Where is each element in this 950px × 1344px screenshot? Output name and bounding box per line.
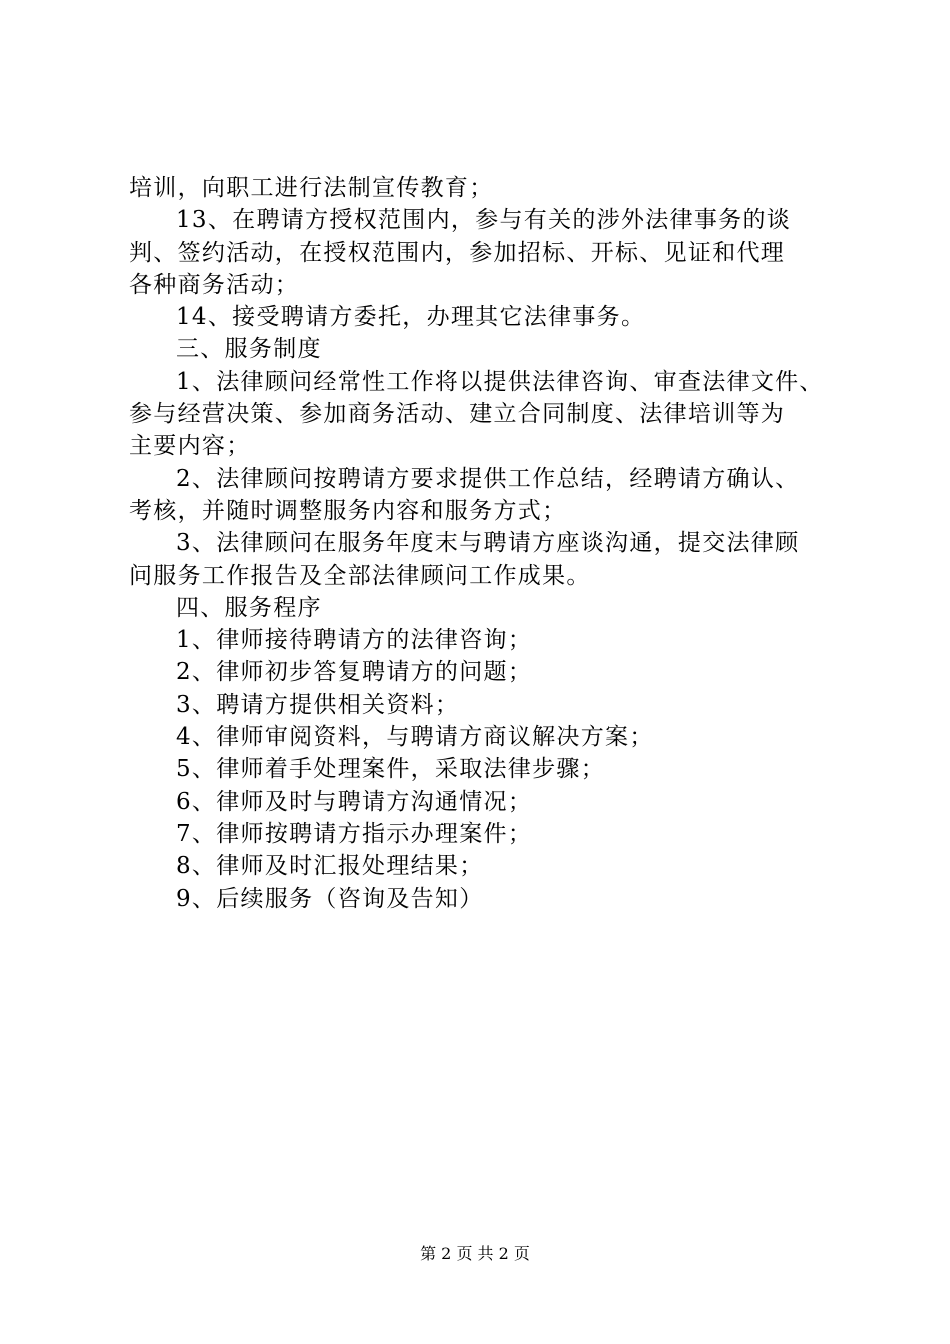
text-line-1: 培训，向职工进行法制宣传教育； [129,175,494,201]
section-heading-3: 三、服务制度 [176,336,322,363]
document-body [129,172,841,915]
text-line-2: 13、在聘请方授权范围内，参与有关的涉外法律事务的谈 [176,207,792,234]
list-item: 4、律师审阅资料，与聘请方商议解决方案； [176,724,654,751]
page-number-footer: 第 2 页 共 2 页 [420,1244,530,1263]
text-line-8: 参与经营决策、参加商务活动、建立合同制度、法律培训等为 [129,401,786,428]
list-item: 8、律师及时汇报处理结果； [176,853,484,880]
text-line-4: 各种商务活动； [129,271,300,298]
text-line-12: 3、法律顾问在服务年度末与聘请方座谈沟通，提交法律顾 [176,530,800,557]
text-line-10: 2、法律顾问按聘请方要求提供工作总结，经聘请方确认、 [176,465,800,492]
list-item: 2、律师初步答复聘请方的问题； [176,659,533,686]
list-item: 9、后续服务（咨询及告知） [176,885,484,912]
text-line-3: 判、签约活动，在授权范围内，参加招标、开标、见证和代理 [129,239,786,266]
text-line-5: 14、接受聘请方委托，办理其它法律事务。 [176,304,646,331]
list-item: 5、律师着手处理案件，采取法律步骤； [176,756,606,783]
text-line-11: 考核，并随时调整服务内容和服务方式； [129,497,567,524]
list-item: 7、律师按聘请方指示办理案件； [176,820,533,847]
section-heading-4: 四、服务程序 [176,594,322,621]
list-item: 3、聘请方提供相关资料； [176,691,460,718]
list-item: 1、律师接待聘请方的法律咨询； [176,627,533,654]
text-line-7: 1、法律顾问经常性工作将以提供法律咨询、审查法律文件、 [176,368,824,395]
text-line-9: 主要内容； [129,433,251,460]
text-line-13: 问服务工作报告及全部法律顾问工作成果。 [129,562,591,589]
list-item: 6、律师及时与聘请方沟通情况； [176,788,533,815]
